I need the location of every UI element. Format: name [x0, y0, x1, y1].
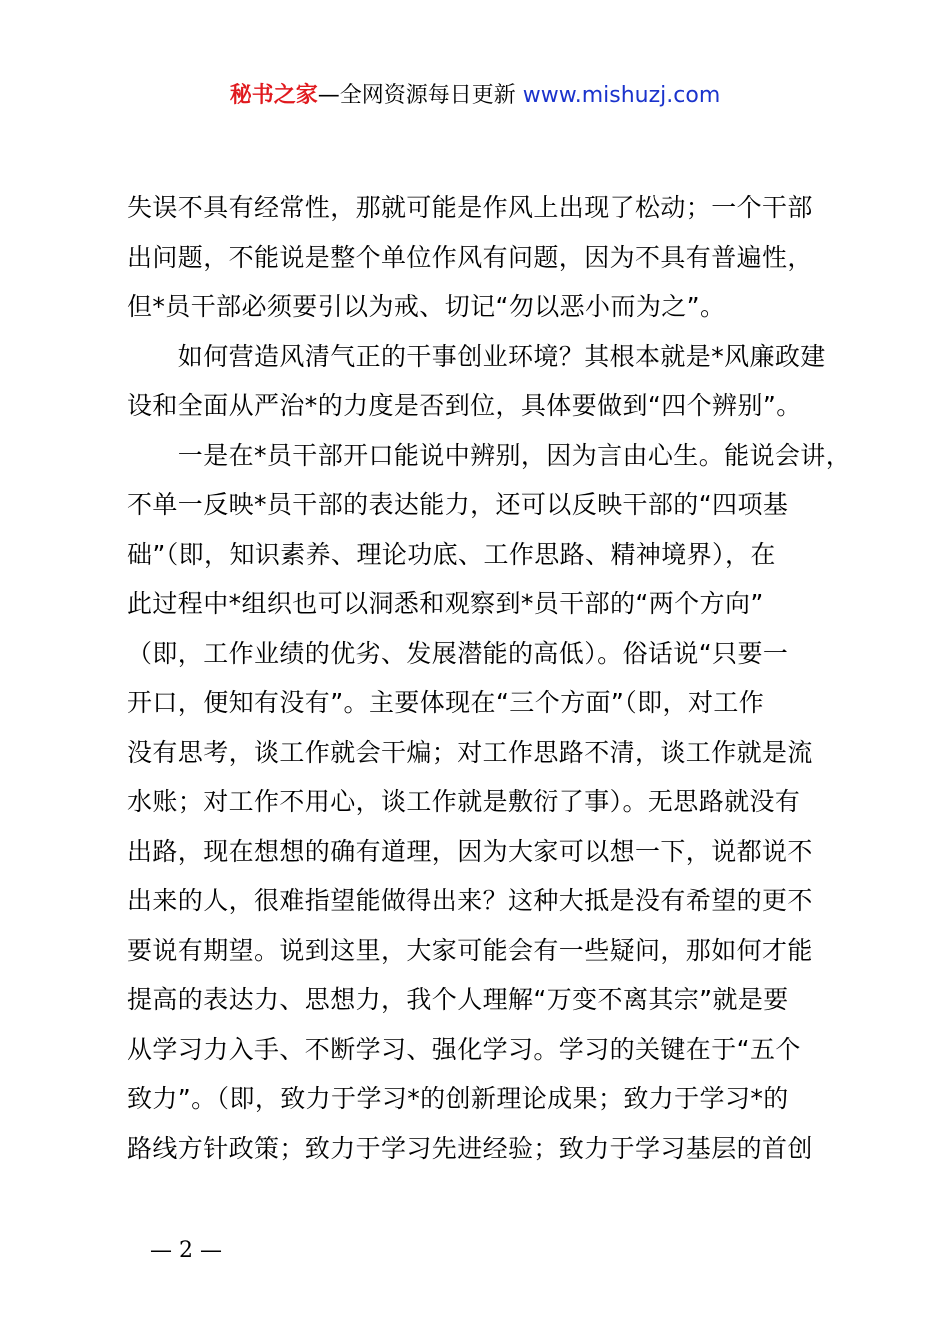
- text-line: 不单一反映*员干部的表达能力，还可以反映干部的“四项基: [127, 490, 789, 519]
- text-line: 一是在*员干部开口能说中辨别，因为言由心生。能说会讲，: [127, 440, 852, 470]
- body-text: [127, 183, 852, 1173]
- header-brand: 秘书之家: [229, 83, 318, 108]
- text-line: 出问题，不能说是整个单位作风有问题，因为不具有普遍性，: [127, 242, 813, 272]
- text-line: 出来的人，很难指望能做得出来？这种大抵是没有希望的更不: [127, 886, 813, 915]
- text-line: 设和全面从严治*的力度是否到位，具体要做到“四个辨别”。: [127, 391, 802, 420]
- text-line: 从学习力入手、不断学习、强化学习。学习的关键在于“五个: [127, 1034, 801, 1064]
- text-line: 此过程中*组织也可以洞悉和观察到*员干部的“两个方向”: [127, 589, 764, 618]
- header-tagline: —全网资源每日更新: [317, 83, 516, 108]
- text-line: 如何营造风清气正的干事创业环境？其根本就是*风廉政建: [127, 341, 826, 371]
- text-line: 致力”。（即，致力于学习*的创新理论成果；致力于学习*的: [127, 1084, 789, 1113]
- text-line: 提高的表达力、思想力，我个人理解“万变不离其宗”就是要: [127, 985, 789, 1014]
- page-number: — 2 —: [150, 1238, 222, 1263]
- text-line: 要说有期望。说到这里，大家可能会有一些疑问，那如何才能: [127, 935, 813, 965]
- text-line: 础”（即，知识素养、理论功底、工作思路、精神境界），在: [127, 539, 776, 569]
- text-line: 没有思考，谈工作就会干煸；对工作思路不清，谈工作就是流: [127, 737, 813, 767]
- text-line: 出路，现在想想的确有道理，因为大家可以想一下，说都说不: [127, 836, 813, 866]
- text-line: 开口，便知有没有”。主要体现在“三个方面”（即，对工作: [127, 688, 765, 717]
- watermark-header: [0, 80, 950, 112]
- text-line: 水账；对工作不用心，谈工作就是敷衍了事）。无思路就没有: [127, 787, 801, 816]
- header-site-url: www.mishuzj.com: [522, 83, 721, 108]
- text-line: 失误不具有经常性，那就可能是作风上出现了松动；一个干部: [127, 193, 813, 222]
- text-line: 但*员干部必须要引以为戒、切记“勿以恶小而为之”。: [127, 292, 726, 321]
- text-line: 路线方针政策；致力于学习先进经验；致力于学习基层的首创: [127, 1133, 813, 1163]
- text-line: （即，工作业绩的优劣、发展潜能的高低）。俗话说“只要一: [127, 638, 789, 668]
